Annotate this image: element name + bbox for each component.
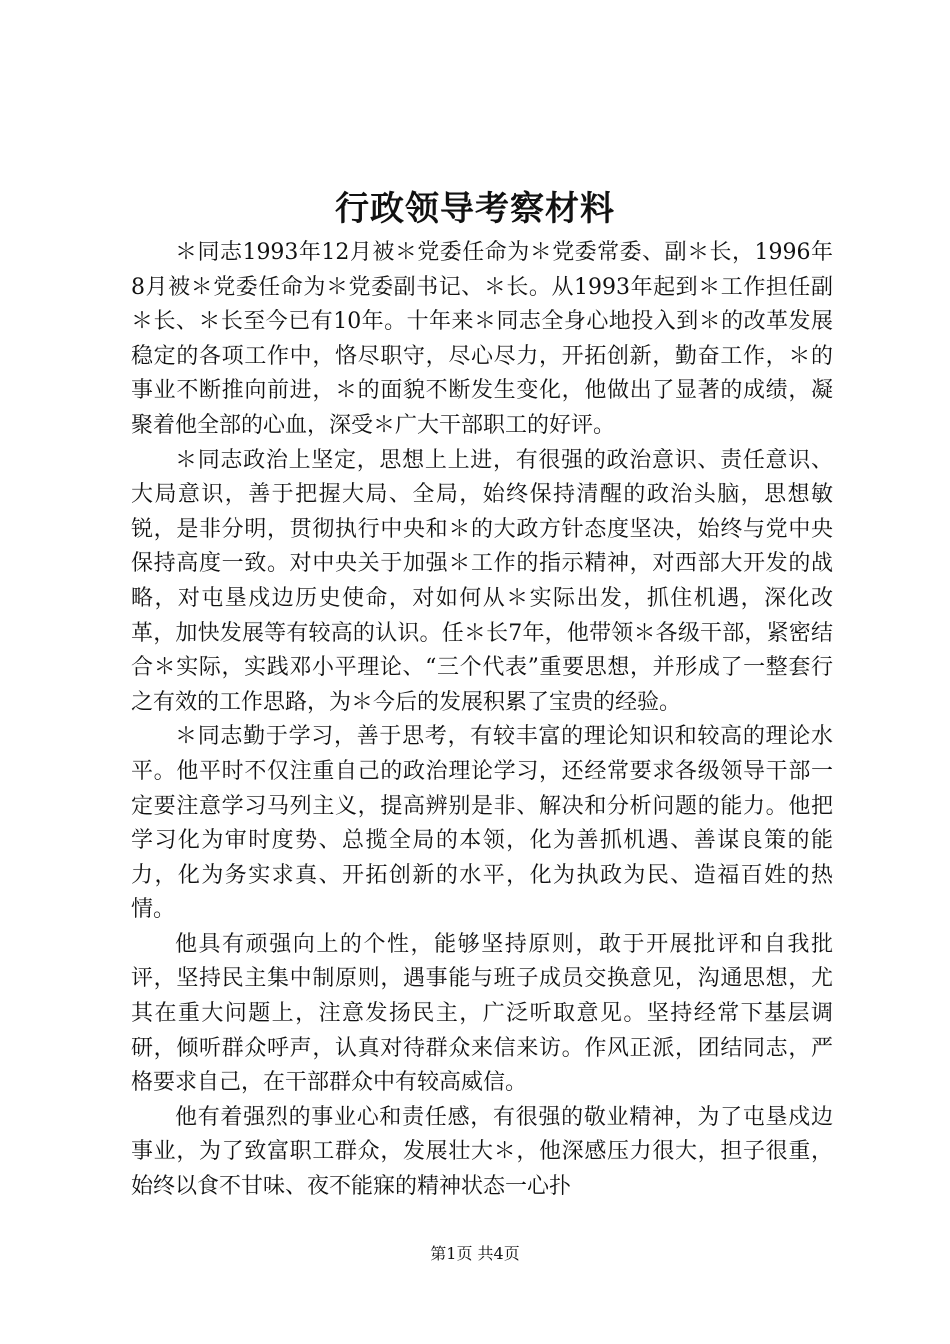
paragraph-1: ＊同志1993年12月被＊党委任命为＊党委常委、副＊长，1996年8月被＊党委任命为＊党委副书记、＊长。从1993年起到＊工作担任副＊长、＊长至今已有10年。十年来＊同志全身心地投入到＊的改革发展稳定的各项工作中，恪尽职守，尽心尽力，开拓创新，勤奋工作，＊的事业不断推向前进，＊的面貌不断发生变化，他做出了显著的成绩，凝聚着他全部的心血，深受＊广大干部职工的好评。 <box>131 240 833 438</box>
document-title: 行政领导考察材料 <box>335 189 615 229</box>
document-body <box>131 236 833 1205</box>
paragraph-2: ＊同志政治上坚定，思想上上进，有很强的政治意识、责任意识、大局意识，善于把握大局、全局，始终保持清醒的政治头脑，思想敏锐，是非分明，贯彻执行中央和＊的大政方针态度坚决，始终与党中央保持高度一致。对中央关于加强＊工作的指示精神，对西部大开发的战略，对屯垦戍边历史使命，对如何从＊实际出发，抓住机遇，深化改革，加快发展等有较高的认识。任＊长7年，他带领＊各级干部，紧密结合＊实际，实践邓小平理论、“三个代表”重要思想，并形成了一整套行之有效的工作思路，为＊今后的发展积累了宝贵的经验。 <box>131 447 833 715</box>
paragraph-3: ＊同志勤于学习，善于思考，有较丰富的理论知识和较高的理论水平。他平时不仅注重自己的政治理论学习，还经常要求各级领导干部一定要注意学习马列主义，提高辨别是非、解决和分析问题的能力。他把学习化为审时度势、总揽全局的本领，化为善抓机遇、善谋良策的能力，化为务实求真、开拓创新的水平，化为执政为民、造福百姓的热情。 <box>131 724 833 923</box>
paragraph-5: 他有着强烈的事业心和责任感，有很强的敬业精神，为了屯垦戍边事业，为了致富职工群众，发展壮大＊，他深感压力很大，担子很重，始终以食不甘味、夜不能寐的精神状态一心扑 <box>131 1104 833 1200</box>
paragraph-4: 他具有顽强向上的个性，能够坚持原则，敢于开展批评和自我批评，坚持民主集中制原则，遇事能与班子成员交换意见，沟通思想，尤其在重大问题上，注意发扬民主，广泛听取意见。坚持经常下基层调研，倾听群众呼声，认真对待群众来信来访。作风正派，团结同志，严格要求自己，在干部群众中有较高威信。 <box>131 931 833 1096</box>
page-number-footer: 第1页 共4页 <box>430 1244 520 1263</box>
